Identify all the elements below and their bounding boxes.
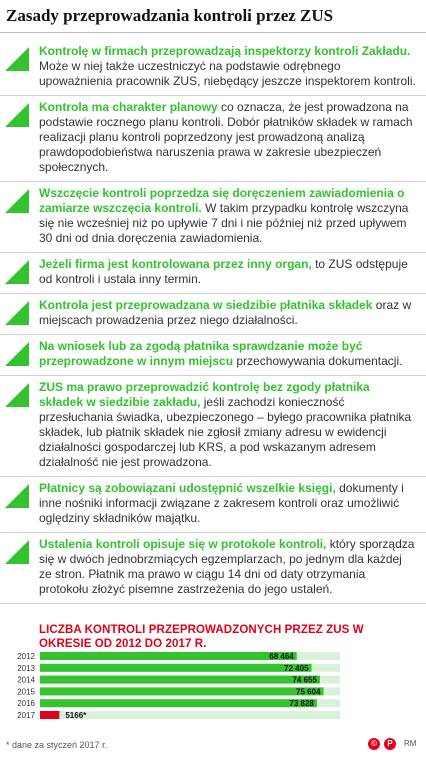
green-triangle-icon xyxy=(5,260,29,284)
tick-label: 2014 xyxy=(17,675,35,685)
data-label: 75 604 xyxy=(296,687,321,697)
rule-item xyxy=(0,40,426,96)
chart-title: LICZBA KONTROLI PRZEPROWADZONYCH PRZEZ ZUS W OKRESIE OD 2012 DO 2017 R. xyxy=(39,624,364,650)
bar-2015 xyxy=(40,687,324,695)
data-label: 74 655 xyxy=(292,675,317,685)
bar-2016 xyxy=(40,699,317,707)
bar-2014 xyxy=(40,676,320,684)
green-triangle-icon xyxy=(5,383,29,407)
rule-item xyxy=(0,376,426,477)
rule-highlight: Na wniosek lub za zgodą płatnika sprawdzanie może być przeprowadzone w innym miejscu xyxy=(39,339,363,368)
page-title: Zasady przeprowadzania kontroli przez ZUS xyxy=(6,6,334,25)
rule-item xyxy=(0,96,426,182)
tick-label: 2017 xyxy=(17,711,35,720)
rule-item xyxy=(0,533,426,604)
rule-highlight: Jeżeli firma jest kontrolowana przez inny organ, xyxy=(39,257,312,271)
green-triangle-icon xyxy=(5,301,29,325)
rule-highlight: Wszczęcie kontroli poprzedza się doręczeniem zawiadomienia o zamiarze wszczęcia kontroli. xyxy=(39,186,405,215)
rule-text: który sporządza się w dwóch jednobrzmiących egzemplarzach, po jednym dla każdej ze stron. Płatnik ma prawo w ciągu 14 dni od daty otrzymania protokołu złożyć pisemne zastrzeżenia do jego ustaleń. xyxy=(39,537,415,596)
rule-text: dokumenty i inne nośniki informacji związane z zakresem kontroli oraz umożliwić oględziny składników majątku. xyxy=(39,481,404,525)
bar-2013 xyxy=(40,664,312,672)
tick-label: 2016 xyxy=(17,699,35,709)
publisher-logos xyxy=(362,737,422,753)
publisher-logo-icon: P xyxy=(384,738,396,750)
copyright-logo-icon: © xyxy=(368,738,380,750)
green-triangle-icon xyxy=(5,540,29,564)
rule-item xyxy=(0,182,426,253)
rule-highlight: Ustalenia kontroli opisuje się w protokole kontroli, xyxy=(39,537,327,551)
tick-label: 2015 xyxy=(17,687,35,697)
rule-item xyxy=(0,294,426,335)
author-initials: RM xyxy=(404,739,417,748)
green-triangle-icon xyxy=(5,47,29,71)
tick-label: 2013 xyxy=(17,663,35,673)
data-label: 68 464 xyxy=(269,652,294,661)
rule-highlight: Płatnicy są zobowiązani udostępnić wszelkie księgi, xyxy=(39,481,336,495)
rule-text: co oznacza, że jest prowadzona na podstawie rocznego planu kontroli. Dobór płatników składek w ramach realizacji planu kontroli poprzedzony jest prowadzoną analizą prawdopodobieństwa naruszenia prawa w zakresie ubezpieczeń społecznych. xyxy=(39,100,413,174)
green-triangle-icon xyxy=(5,189,29,213)
tick-label: 2012 xyxy=(17,652,35,661)
rule-text: to ZUS odstępuje od kontroli i ustala inny termin. xyxy=(39,257,408,286)
green-triangle-icon xyxy=(5,103,29,127)
rule-item xyxy=(0,335,426,376)
rule-text: przechowywania dokumentacji. xyxy=(233,354,403,368)
rule-highlight: Kontrola jest przeprowadzana w siedzibie płatnika składek xyxy=(39,298,373,312)
data-label: 72 405 xyxy=(284,663,309,673)
data-label: 73 828 xyxy=(289,699,314,709)
title-divider xyxy=(0,32,426,33)
rule-text: jeśli zachodzi konieczność przesłuchania świadka, ubezpieczonego – byłego pracownika płatnika składek, lub płatnik składek nie zgłosił zmiany adresu w ewidencji działalności gospodarczej lub KRS, a pod wskazanym adresem działalność nie jest prowadzona. xyxy=(39,395,412,469)
bar-2012 xyxy=(40,652,297,660)
green-triangle-icon xyxy=(5,342,29,366)
rule-text: oraz w miejscach prowadzenia przez niego działalności. xyxy=(39,298,412,327)
footnote: * dane za styczeń 2017 r. xyxy=(6,740,108,750)
rule-highlight: Kontrola ma charakter planowy xyxy=(39,100,218,114)
green-triangle-icon xyxy=(5,484,29,508)
rule-item xyxy=(0,477,426,533)
rule-highlight: Kontrolę w firmach przeprowadzają inspektorzy kontroli Zakładu. xyxy=(39,44,411,58)
bar-chart xyxy=(0,650,426,738)
bar-2017 xyxy=(40,711,59,719)
rule-text: Może w niej także uczestniczyć na podstawie odrębnego upoważnienia pracownik ZUS, niebędący jeszcze inspektorem kontroli. xyxy=(39,59,416,88)
rule-item xyxy=(0,253,426,294)
rule-highlight: ZUS ma prawo przeprowadzić kontrolę bez zgody płatnika składek w siedzibie zakładu, xyxy=(39,380,370,409)
rules-list xyxy=(0,40,426,604)
rule-text: W takim przypadku kontrolę wszczyna się nie wcześniej niż po upływie 7 dni i nie później niż przed upływem 30 dni od dnia doręczenia zawiadomienia. xyxy=(39,201,409,245)
data-label: 5166* xyxy=(65,711,87,720)
